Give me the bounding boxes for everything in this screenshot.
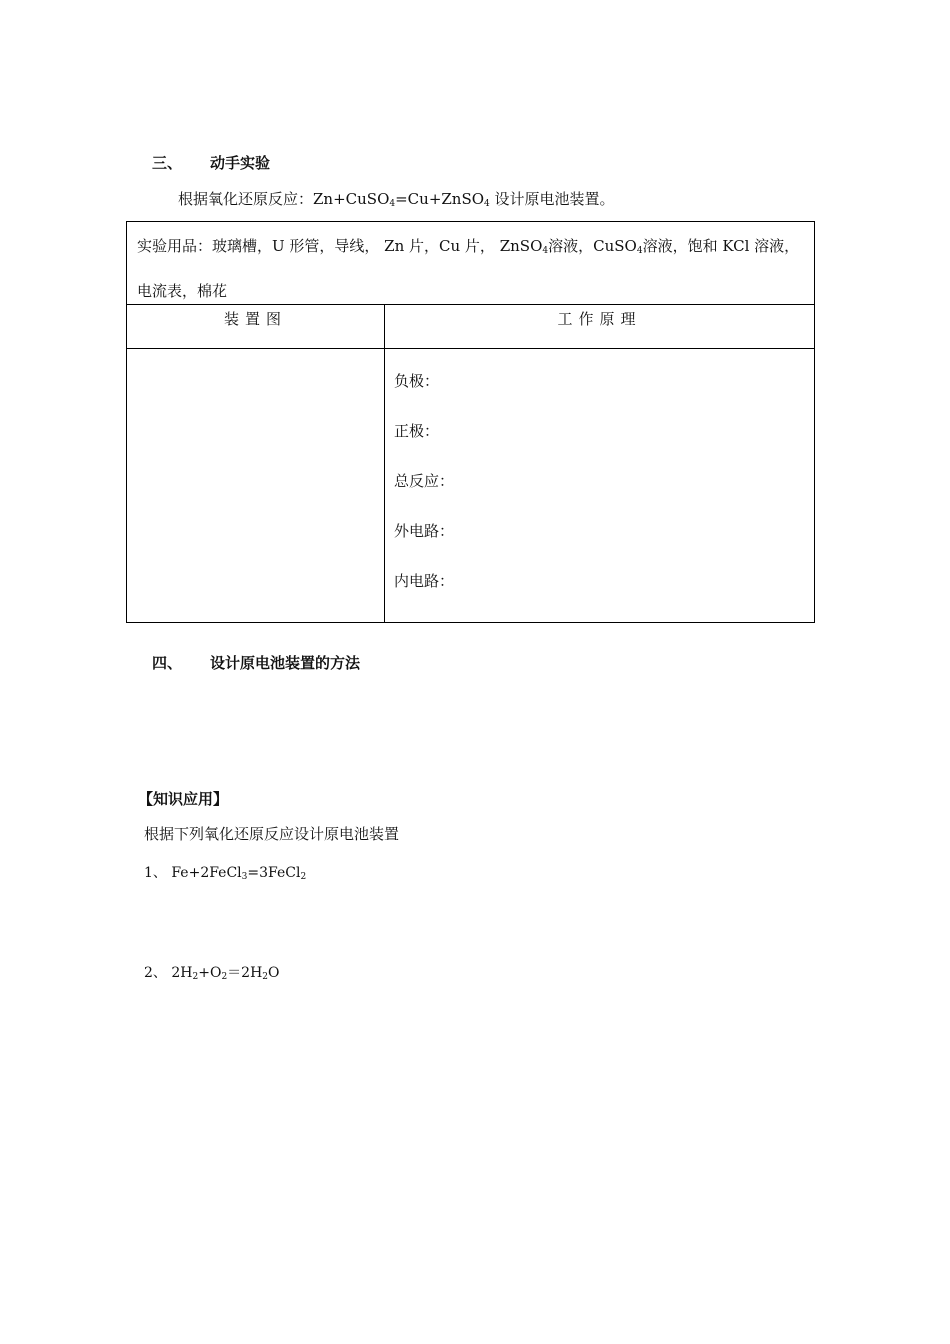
- materials-text: 溶液，CuSO: [548, 237, 637, 255]
- materials-text: 溶液，饱和 KCl 溶液，电流表，棉花: [137, 237, 800, 300]
- principle-total: 总反应：: [394, 472, 455, 490]
- question-sub: 2: [262, 972, 269, 982]
- header-principle: 工作原理: [557, 310, 642, 328]
- question-sub: 2: [221, 972, 228, 982]
- intro-sub: 4: [389, 199, 396, 209]
- table-divider: [384, 304, 385, 622]
- intro-text: 根据氧化还原反应：Zn+CuSO: [178, 190, 390, 208]
- section4-heading: [152, 652, 360, 673]
- principle-negative: 负极：: [394, 372, 440, 390]
- section3-heading: [152, 152, 270, 173]
- materials-text: 实验用品：玻璃槽，U 形管，导线， Zn 片，Cu 片， ZnSO: [137, 237, 543, 255]
- section4-title: 设计原电池装置的方法: [210, 654, 361, 672]
- experiment-table: [126, 221, 815, 623]
- principle-positive: 正极：: [394, 422, 440, 440]
- question-text: 1、 Fe+2FeCl: [144, 865, 242, 881]
- application-heading: 【知识应用】: [138, 790, 229, 808]
- table-divider: [127, 348, 814, 349]
- question-sub: 2: [300, 872, 307, 882]
- question-sub: 3: [241, 872, 248, 882]
- materials-sub: 4: [542, 246, 549, 256]
- principle-external: 外电路：: [394, 522, 455, 540]
- question-text: +O: [198, 965, 222, 981]
- question-text: =3FeCl: [247, 865, 301, 881]
- question-text: O: [268, 965, 280, 981]
- materials-cell: [137, 226, 809, 311]
- application-instruction: 根据下列氧化还原反应设计原电池装置: [144, 825, 400, 843]
- principle-internal: 内电路：: [394, 572, 455, 590]
- section3-number: 三、: [152, 154, 183, 172]
- question-sub: 2: [192, 972, 199, 982]
- question-text: ＝2H: [227, 965, 263, 981]
- question-2: [144, 962, 280, 982]
- intro-text: 设计原电池装置。: [489, 190, 615, 208]
- question-1: [144, 862, 306, 882]
- materials-sub: 4: [636, 246, 643, 256]
- intro-sub: 4: [484, 199, 490, 209]
- section4-number: 四、: [152, 654, 183, 672]
- table-divider: [127, 304, 814, 305]
- section3-intro: [178, 188, 615, 209]
- section3-title: 动手实验: [210, 154, 271, 172]
- header-apparatus: 装置图: [223, 310, 287, 328]
- question-text: 2、 2H: [144, 965, 193, 981]
- intro-text: =Cu+ZnSO: [395, 190, 485, 208]
